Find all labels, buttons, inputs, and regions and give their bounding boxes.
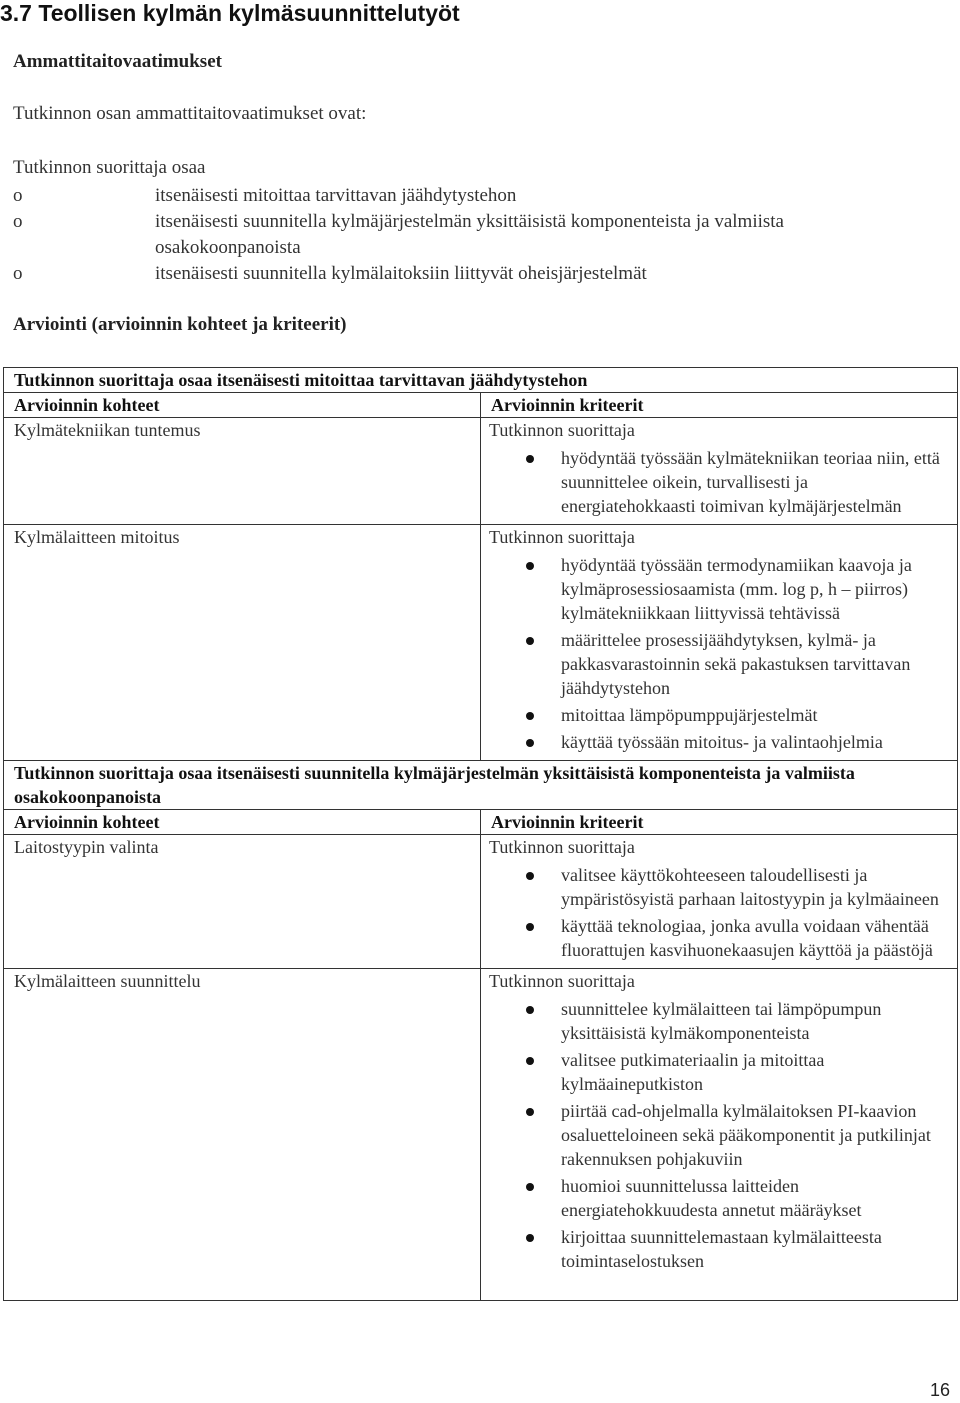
assessment-target: Laitostyypin valinta <box>4 835 481 969</box>
criteria-item: valitsee käyttökohteeseen taloudellisesti ja ympäristösyistä parhaan laitostyypin ja kylmäaineen <box>489 863 947 911</box>
column-header-criteria: Arvioinnin kriteerit <box>481 810 958 835</box>
list-marker: o <box>13 263 23 284</box>
table-title: Tutkinnon suorittaja osaa itsenäisesti suunnitella kylmäjärjestelmän yksittäisistä komponenteista ja valmiista osakokoonpanoista <box>4 761 958 810</box>
criteria-intro: Tutkinnon suorittaja <box>489 837 635 857</box>
page-number: 16 <box>929 1380 950 1400</box>
criteria-cell <box>481 969 958 1301</box>
criteria-item: määrittelee prosessijäähdytyksen, kylmä- ja pakkasvarastoinnin sekä pakastuksen tarvittavan jäähdytystehon <box>489 628 947 700</box>
table-row <box>4 418 958 525</box>
table-row <box>4 525 958 761</box>
skill-text: itsenäisesti mitoittaa tarvittavan jäähdytystehon <box>155 185 517 206</box>
assessment-target: Kylmätekniikan tuntemus <box>4 418 481 525</box>
criteria-list <box>489 446 947 518</box>
criteria-list <box>489 863 947 962</box>
criteria-item: kirjoittaa suunnittelemastaan kylmälaitteesta toimintaselostuksen <box>489 1225 947 1273</box>
skills-list <box>13 183 933 287</box>
skill-text: itsenäisesti suunnitella kylmäjärjestelmän yksittäisistä komponenteista ja valmiista osakokoonpanoista <box>155 211 784 258</box>
intro-text: Tutkinnon osan ammattitaitovaatimukset ovat: <box>13 103 367 124</box>
skill-item <box>13 183 933 209</box>
section-heading: Ammattitaitovaatimukset <box>13 51 222 72</box>
assessment-table <box>3 367 958 1301</box>
criteria-list <box>489 553 947 754</box>
criteria-item: piirtää cad-ohjelmalla kylmälaitoksen PI-kaavion osaluetteloineen sekä pääkomponentit ja putkilinjat rakennuksen pohjakuviin <box>489 1099 947 1171</box>
criteria-item: käyttää teknologiaa, jonka avulla voidaan vähentää fluorattujen kasvihuonekaasujen käyttöä ja päästöjä <box>489 914 947 962</box>
criteria-item: hyödyntää työssään termodynamiikan kaavoja ja kylmäprosessiosaamista (mm. log p, h – piirros) kylmätekniikkaan liittyvissä tehtävissä <box>489 553 947 625</box>
column-header-targets: Arvioinnin kohteet <box>4 810 481 835</box>
criteria-item: valitsee putkimateriaalin ja mitoittaa kylmäaineputkiston <box>489 1048 947 1096</box>
list-marker: o <box>13 185 23 206</box>
column-header-criteria: Arvioinnin kriteerit <box>481 393 958 418</box>
criteria-item: mitoittaa lämpöpumppujärjestelmät <box>489 703 947 727</box>
criteria-intro: Tutkinnon suorittaja <box>489 971 635 991</box>
table-row <box>4 835 958 969</box>
criteria-cell <box>481 525 958 761</box>
assessment-heading: Arviointi (arvioinnin kohteet ja kriteerit) <box>13 314 347 335</box>
list-marker: o <box>13 211 23 232</box>
assessment-target: Kylmälaitteen suunnittelu <box>4 969 481 1301</box>
column-header-targets: Arvioinnin kohteet <box>4 393 481 418</box>
criteria-list <box>489 997 947 1273</box>
criteria-intro: Tutkinnon suorittaja <box>489 420 635 440</box>
criteria-cell <box>481 418 958 525</box>
criteria-item: huomioi suunnittelussa laitteiden energiatehokkuudesta annetut määräykset <box>489 1174 947 1222</box>
lead-text: Tutkinnon suorittaja osaa <box>13 157 206 178</box>
skill-item <box>13 261 933 287</box>
criteria-item: suunnittelee kylmälaitteen tai lämpöpumpun yksittäisistä kylmäkomponenteista <box>489 997 947 1045</box>
criteria-cell <box>481 835 958 969</box>
skill-text: itsenäisesti suunnitella kylmälaitoksiin liittyvät oheisjärjestelmät <box>155 263 647 284</box>
skill-item <box>13 209 933 261</box>
document-title: 3.7 Teollisen kylmän kylmäsuunnittelutyöt <box>0 0 460 26</box>
criteria-item: hyödyntää työssään kylmätekniikan teoriaa niin, että suunnittelee oikein, turvallisesti ja energiatehokkaasti toimivan kylmäjärjestelmän <box>489 446 947 518</box>
table-row <box>4 969 958 1301</box>
table-title: Tutkinnon suorittaja osaa itsenäisesti mitoittaa tarvittavan jäähdytystehon <box>4 368 958 393</box>
criteria-intro: Tutkinnon suorittaja <box>489 527 635 547</box>
assessment-target: Kylmälaitteen mitoitus <box>4 525 481 761</box>
criteria-item: käyttää työssään mitoitus- ja valintaohjelmia <box>489 730 947 754</box>
